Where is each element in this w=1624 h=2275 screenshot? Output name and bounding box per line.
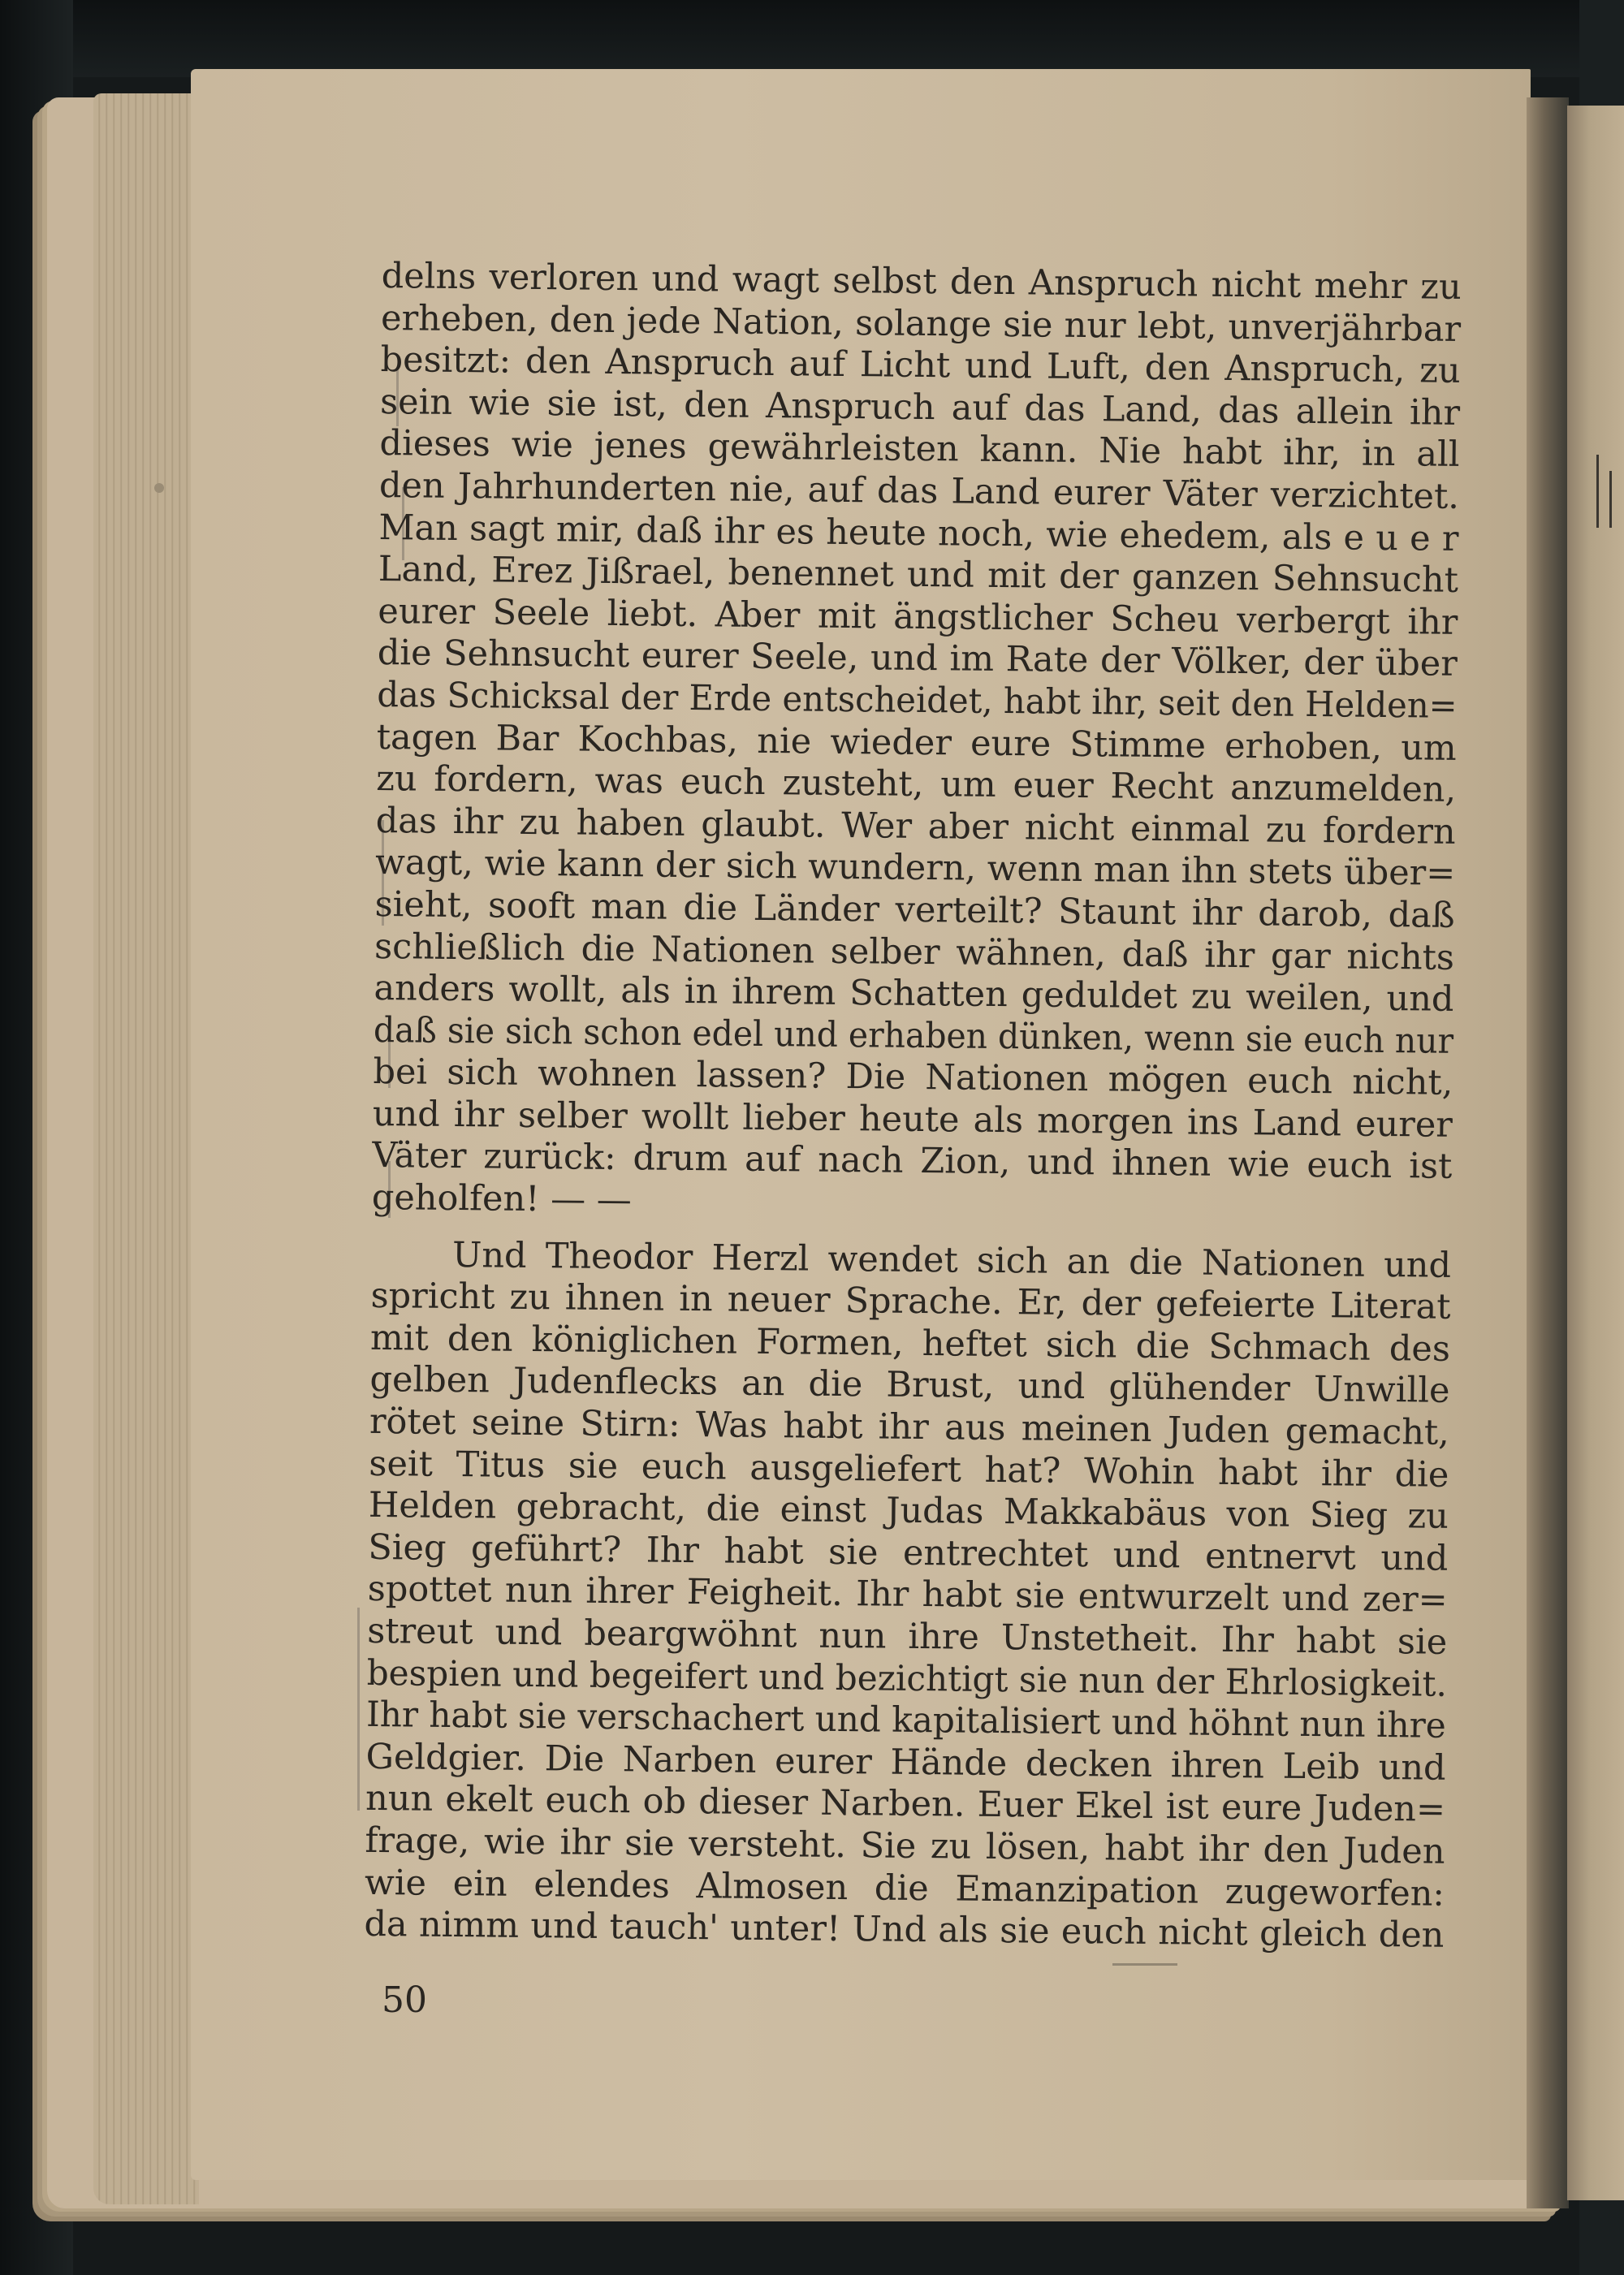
text-line: da nimm und tauch' unter! Und als sie euch nicht gleich den — [364, 1904, 1445, 1956]
text-line: nun ekelt euch ob dieser Narben. Euer Ekel ist eure Juden= — [365, 1778, 1446, 1831]
binding-mark — [1596, 455, 1599, 528]
text-line: zu fordern, was euch zusteht, um euer Recht anzumelden, — [375, 758, 1457, 811]
text-line: wie ein elendes Almosen die Emanzipation zugeworfen: — [364, 1862, 1445, 1915]
text-line: Man sagt mir, daß ihr es heute noch, wie ehedem, als e u e r — [378, 507, 1459, 559]
book-gutter — [1527, 97, 1569, 2208]
text-line: erheben, den jede Nation, solange sie nur lebt, unverjährbar — [380, 297, 1462, 350]
text-line: schließlich die Nationen selber wähnen, daß ihr gar nichts — [374, 926, 1455, 978]
text-line: Geldgier. Die Narben eurer Hände decken ihren Leib und — [365, 1736, 1446, 1789]
pencil-underline — [1112, 1963, 1177, 1966]
text-line: mit den königlichen Formen, heftet sich die Schmach des — [369, 1317, 1451, 1370]
text-line: besitzt: den Anspruch auf Licht und Luft, den Anspruch, zu — [380, 339, 1461, 392]
text-line: spricht zu ihnen in neuer Sprache. Er, der gefeierte Literat — [370, 1276, 1451, 1328]
text-line: spottet nun ihrer Feigheit. Ihr habt sie entwurzelt und zer= — [367, 1569, 1448, 1621]
text-line: gelben Judenflecks an die Brust, und glühender Unwille — [369, 1359, 1450, 1412]
text-line: tagen Bar Kochbas, nie wieder eure Stimme erhoben, um — [376, 716, 1457, 769]
text-line: streut und beargwöhnt nun ihre Unstetheit. Ihr habt sie — [366, 1610, 1448, 1663]
text-line: dieses wie jenes gewährleisten kann. Nie habt ihr, in all — [379, 423, 1460, 476]
text-line: bei sich wohnen lassen? Die Nationen mögen euch nicht, — [373, 1051, 1453, 1104]
text-line: das ihr zu haben glaubt. Wer aber nicht einmal zu fordern — [375, 800, 1456, 853]
text-line: Helden gebracht, die einst Judas Makkabäus von Sieg zu — [368, 1485, 1449, 1538]
pencil-margin-mark — [357, 1608, 360, 1811]
page-edges — [93, 93, 199, 2204]
text-line: wagt, wie kann der sich wundern, wenn man ihn stets über= — [374, 842, 1456, 895]
text-line: und ihr selber wollt lieber heute als morgen ins Land eurer — [372, 1093, 1453, 1146]
text-line: geholfen! — — — [371, 1177, 633, 1221]
text-line: eurer Seele liebt. Aber mit ängstlicher Scheu verbergt ihr — [378, 590, 1458, 643]
body-text — [364, 256, 1462, 1958]
text-line: daß sie sich schon edel und erhaben dünken, wenn sie euch nur — [373, 1009, 1454, 1062]
text-line: Land, Erez Jißrael, benennet und mit der ganzen Sehnsucht — [378, 549, 1459, 602]
text-line: den Jahrhunderten nie, auf das Land eurer Väter verzichtet. — [378, 464, 1460, 517]
text-line: Sieg geführt? Ihr habt sie entrechtet und entnervt und — [368, 1526, 1449, 1579]
margin-spot — [154, 483, 164, 493]
page-number: 50 — [382, 1979, 427, 2021]
text-line: seit Titus sie euch ausgeliefert hat? Wohin habt ihr die — [369, 1443, 1449, 1496]
text-line: rötet seine Stirn: Was habt ihr aus meinen Juden gemacht, — [369, 1401, 1450, 1453]
binding-mark — [1609, 471, 1612, 528]
text-line: bespien und begeifert und bezichtigt sie nun der Ehrlosigkeit. — [366, 1652, 1448, 1705]
paragraph-1 — [372, 256, 1462, 1231]
paragraph-2 — [364, 1234, 1451, 1958]
text-line: Und Theodor Herzl wendet sich an die Nationen und — [451, 1234, 1452, 1286]
text-line: das Schicksal der Erde entscheidet, habt ihr, seit den Helden= — [377, 674, 1458, 727]
text-line: sein wie sie ist, den Anspruch auf das Land, das allein ihr — [379, 381, 1461, 434]
facing-page-edge — [1567, 106, 1624, 2200]
text-line: anders wollt, als in ihrem Schatten geduldet zu weilen, und — [374, 968, 1454, 1020]
text-line: sieht, sooft man die Länder verteilt? Staunt ihr darob, daß — [374, 883, 1455, 936]
text-line: Ihr habt sie verschachert und kapitalisiert und höhnt nun ihre — [365, 1694, 1446, 1747]
text-line: Väter zurück: drum auf nach Zion, und ihnen wie euch ist — [372, 1135, 1453, 1188]
text-line: delns verloren und wagt selbst den Anspruch nicht mehr zu — [381, 256, 1462, 308]
text-line: frage, wie ihr sie versteht. Sie zu lösen, habt ihr den Juden — [365, 1820, 1445, 1872]
text-line: die Sehnsucht eurer Seele, und im Rate der Völker, der über — [377, 632, 1458, 685]
dark-background-top — [0, 0, 1624, 77]
